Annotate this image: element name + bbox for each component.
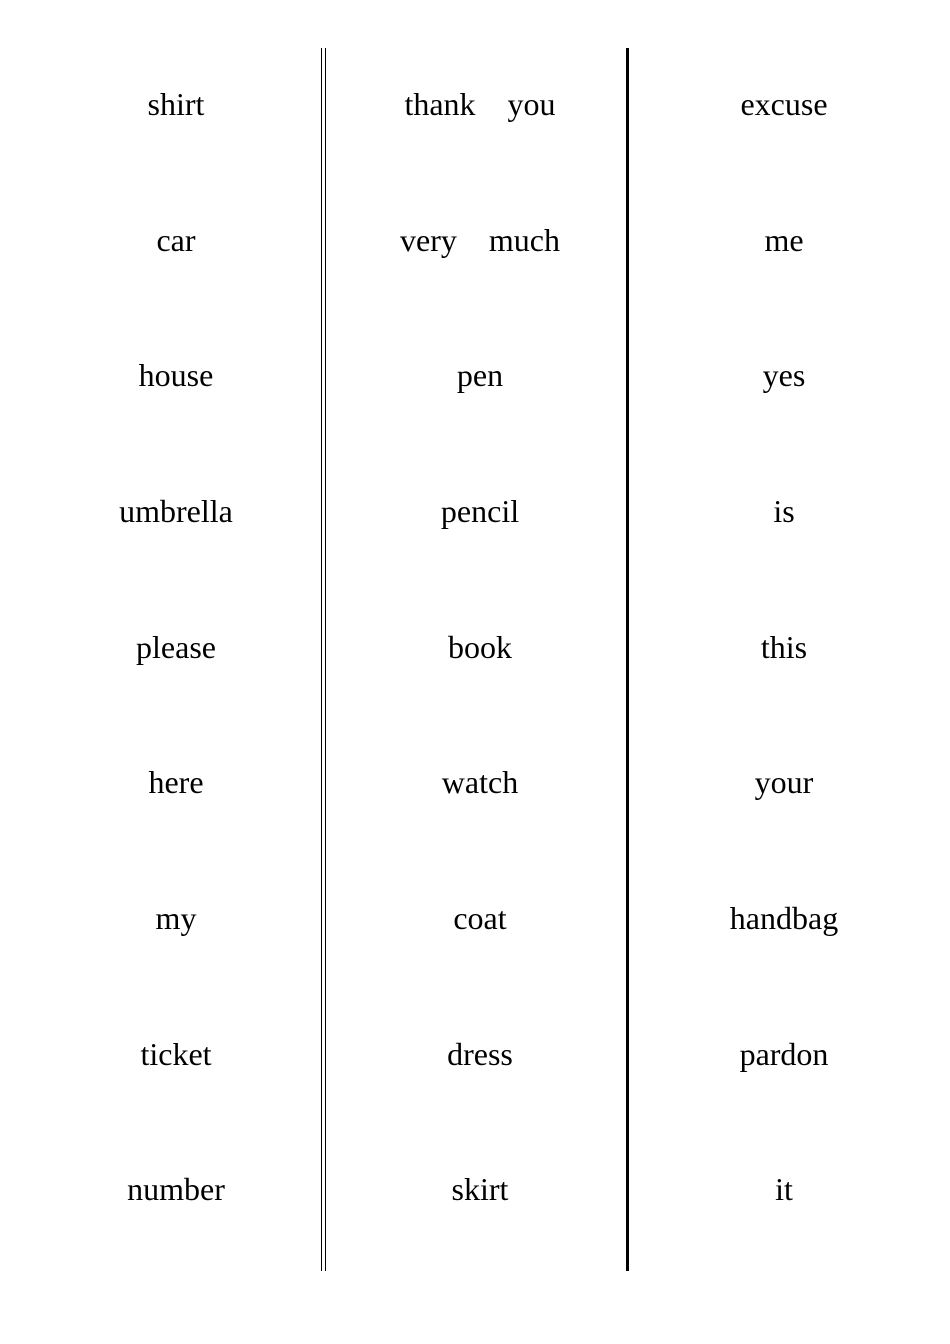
word-card: is bbox=[773, 492, 795, 529]
word-card: this bbox=[760, 628, 808, 665]
word-card: your bbox=[754, 764, 814, 801]
word-card: pencil bbox=[440, 492, 520, 529]
word-card: pardon bbox=[739, 1035, 829, 1072]
word-card: car bbox=[156, 221, 196, 258]
word-card: yes bbox=[762, 357, 806, 394]
word-column-1 bbox=[26, 36, 326, 1259]
column-divider-double bbox=[321, 48, 326, 1271]
word-card: watch bbox=[441, 764, 519, 801]
word-card: umbrella bbox=[119, 492, 233, 529]
word-card: handbag bbox=[729, 900, 839, 937]
column-divider-single bbox=[626, 48, 629, 1271]
word-card: me bbox=[764, 221, 804, 258]
word-card: skirt bbox=[451, 1171, 509, 1208]
word-card: number bbox=[127, 1171, 225, 1208]
word-card: ticket bbox=[140, 1035, 212, 1072]
word-card: shirt bbox=[147, 85, 205, 122]
word-card: pen bbox=[456, 357, 504, 394]
word-card: please bbox=[136, 628, 216, 665]
word-card: it bbox=[775, 1171, 793, 1208]
word-column-3 bbox=[634, 36, 934, 1259]
word-card: dress bbox=[447, 1035, 513, 1072]
word-card: coat bbox=[453, 900, 507, 937]
word-card: thank you bbox=[404, 85, 556, 122]
word-card: very much bbox=[400, 221, 560, 258]
word-card: excuse bbox=[740, 85, 828, 122]
word-column-2 bbox=[330, 36, 630, 1259]
word-card: here bbox=[148, 764, 204, 801]
word-card: house bbox=[138, 357, 214, 394]
word-card: book bbox=[448, 628, 512, 665]
word-card: my bbox=[155, 900, 197, 937]
